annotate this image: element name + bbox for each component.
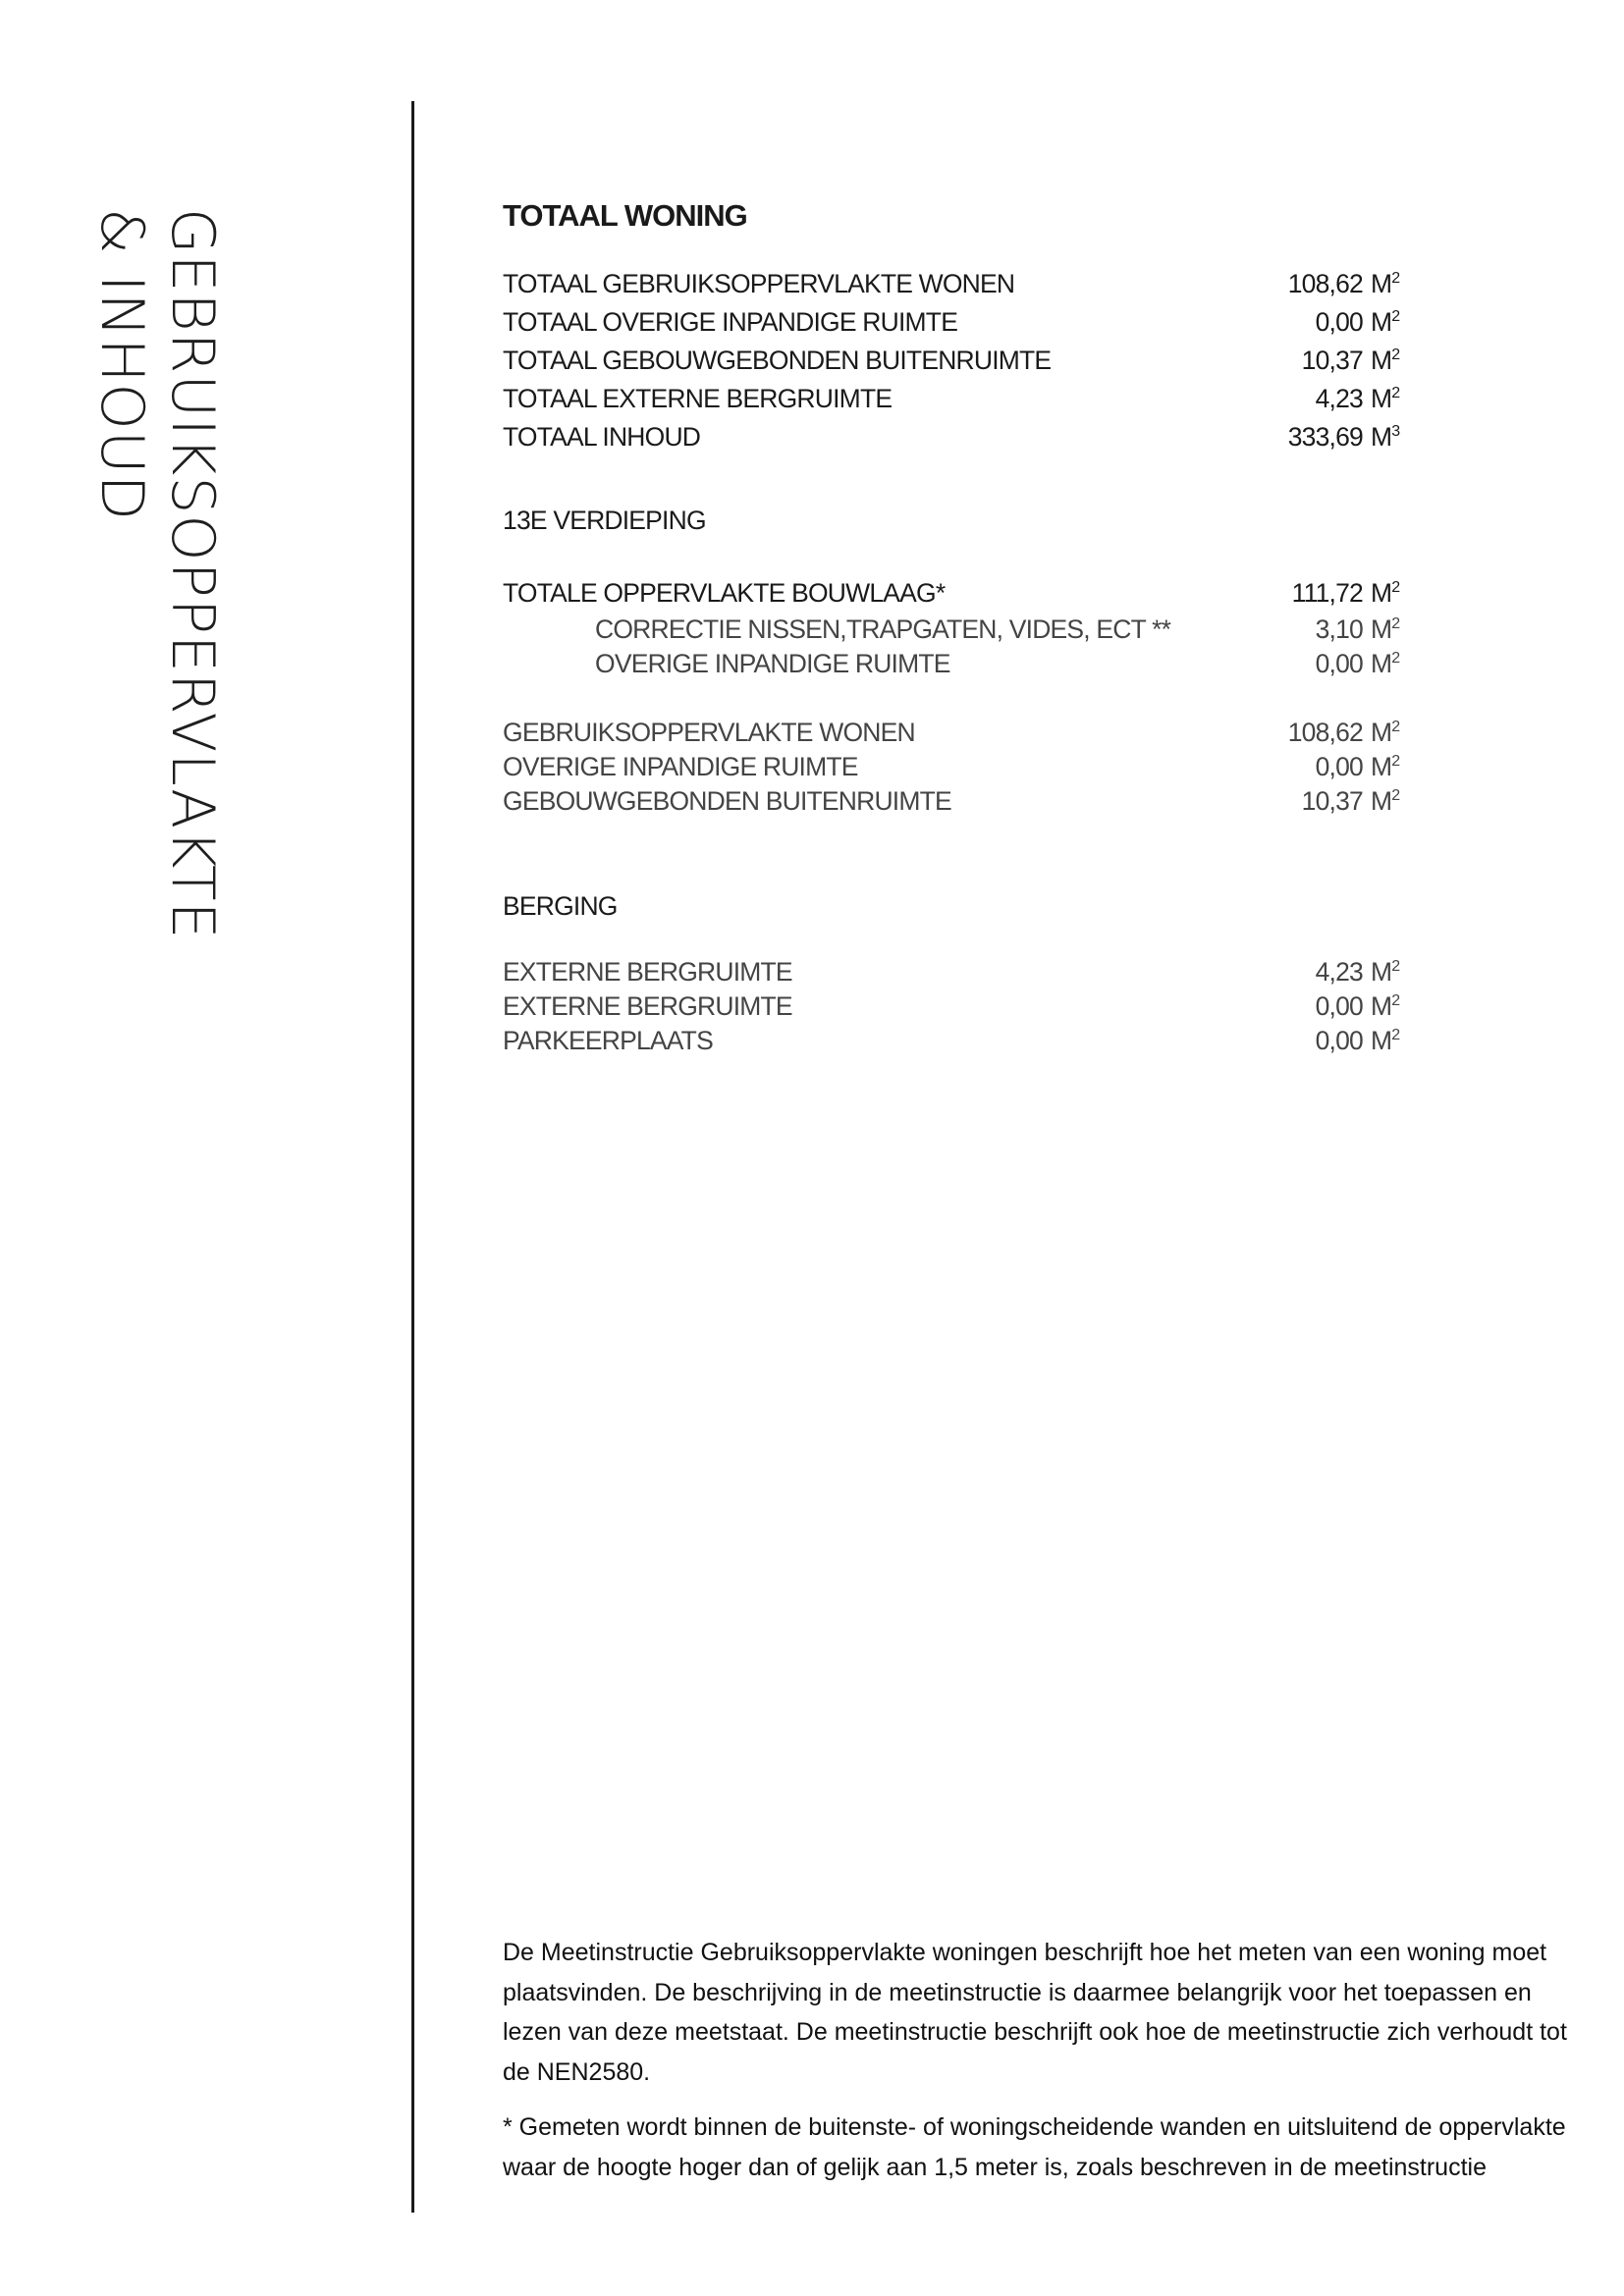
table-row bbox=[503, 380, 1416, 418]
row-label: OVERIGE INPANDIGE RUIMTE bbox=[503, 752, 858, 781]
row-value: 4,23 bbox=[1315, 384, 1363, 413]
row-unit: $M^2$ bbox=[1371, 578, 1400, 608]
row-label: TOTAAL EXTERNE BERGRUIMTE bbox=[503, 384, 893, 413]
table-row bbox=[503, 989, 1416, 1024]
row-value: 0,00 bbox=[1315, 307, 1363, 337]
row-label: TOTALE OPPERVLAKTE BOUWLAAG* bbox=[503, 578, 946, 608]
page-title-line1: GEBRUIKSOPPERVLAKTE bbox=[158, 208, 227, 940]
row-unit: $M^2$ bbox=[1371, 384, 1400, 413]
row-label: GEBOUWGEBONDEN BUITENRUIMTE bbox=[503, 786, 951, 816]
row-label: GEBRUIKSOPPERVLAKTE WONEN bbox=[503, 718, 915, 747]
row-unit: $M^2$ bbox=[1371, 307, 1400, 337]
row-unit: $M^2$ bbox=[1371, 786, 1400, 816]
row-unit: $M^2$ bbox=[1371, 649, 1400, 678]
table-row bbox=[503, 613, 1416, 647]
row-value: 333,69 bbox=[1287, 422, 1363, 452]
row-value: 0,00 bbox=[1315, 752, 1363, 781]
section-heading-berging: BERGING bbox=[503, 891, 618, 921]
row-value: 108,62 bbox=[1287, 718, 1363, 747]
table-row bbox=[503, 342, 1416, 380]
row-label: PARKEERPLAATS bbox=[503, 1026, 713, 1055]
row-unit: $M^2$ bbox=[1371, 614, 1400, 644]
section-heading-verdieping: 13E VERDIEPING bbox=[503, 506, 706, 535]
table-row bbox=[503, 647, 1416, 681]
table-row bbox=[503, 418, 1416, 456]
row-unit: $M^3$ bbox=[1371, 422, 1400, 452]
row-label: TOTAAL OVERIGE INPANDIGE RUIMTE bbox=[503, 307, 958, 337]
row-value: 111,72 bbox=[1291, 578, 1363, 608]
table-row bbox=[503, 303, 1416, 342]
table-row bbox=[503, 265, 1416, 303]
footnote: * Gemeten wordt binnen de buitenste- of woningscheidende wanden en uitsluitend de oppervlakte waar de hoogte hoger dan of gelijk aan 1,5 meter is, zoals beschreven in de meetinstructie bbox=[503, 2113, 1566, 2181]
row-label: OVERIGE INPANDIGE RUIMTE bbox=[595, 649, 950, 678]
row-value: 0,00 bbox=[1315, 1026, 1363, 1055]
row-value: 3,10 bbox=[1315, 614, 1363, 644]
page-title-line2: & INHOUD bbox=[87, 208, 156, 521]
row-unit: $M^2$ bbox=[1371, 991, 1400, 1021]
row-unit: $M^2$ bbox=[1371, 957, 1400, 987]
row-label: EXTERNE BERGRUIMTE bbox=[503, 957, 792, 987]
measurement-content bbox=[503, 196, 1416, 1058]
row-unit: $M^2$ bbox=[1371, 269, 1400, 298]
row-unit: $M^2$ bbox=[1371, 346, 1400, 375]
row-value: 10,37 bbox=[1301, 786, 1363, 816]
totaal-table bbox=[503, 265, 1416, 456]
table-row bbox=[503, 574, 1416, 613]
table-row bbox=[503, 1024, 1416, 1058]
row-value: 4,23 bbox=[1315, 957, 1363, 987]
row-value: 0,00 bbox=[1315, 991, 1363, 1021]
table-row bbox=[503, 784, 1416, 819]
row-label: TOTAAL INHOUD bbox=[503, 422, 701, 452]
row-value: 10,37 bbox=[1301, 346, 1363, 375]
row-value: 0,00 bbox=[1315, 649, 1363, 678]
row-unit: $M^2$ bbox=[1371, 718, 1400, 747]
row-label: CORRECTIE NISSEN,TRAPGATEN, VIDES, ECT ** bbox=[595, 614, 1171, 644]
table-row bbox=[503, 716, 1416, 750]
vertical-divider bbox=[411, 101, 414, 2213]
table-row bbox=[503, 750, 1416, 784]
row-label: TOTAAL GEBOUWGEBONDEN BUITENRUIMTE bbox=[503, 346, 1052, 375]
row-unit: $M^2$ bbox=[1371, 1026, 1400, 1055]
page-title bbox=[86, 208, 228, 939]
row-value: 108,62 bbox=[1287, 269, 1363, 298]
row-label: TOTAAL GEBRUIKSOPPERVLAKTE WONEN bbox=[503, 269, 1015, 298]
row-unit: $M^2$ bbox=[1371, 752, 1400, 781]
row-label: EXTERNE BERGRUIMTE bbox=[503, 991, 792, 1021]
section-heading-totaal: TOTAAL WONING bbox=[503, 198, 747, 233]
table-row bbox=[503, 955, 1416, 989]
meetinstructie-note: De Meetinstructie Gebruiksoppervlakte woningen beschrijft hoe het meten van een woning moet plaatsvinden. De beschrijving in de meetinstructie is daarmee belangrijk voor het toepassen en lezen van deze meetstaat. De meetinstructie beschrijft ook hoe de meetinstructie zich verhoudt tot de NEN2580. bbox=[503, 1939, 1567, 2086]
